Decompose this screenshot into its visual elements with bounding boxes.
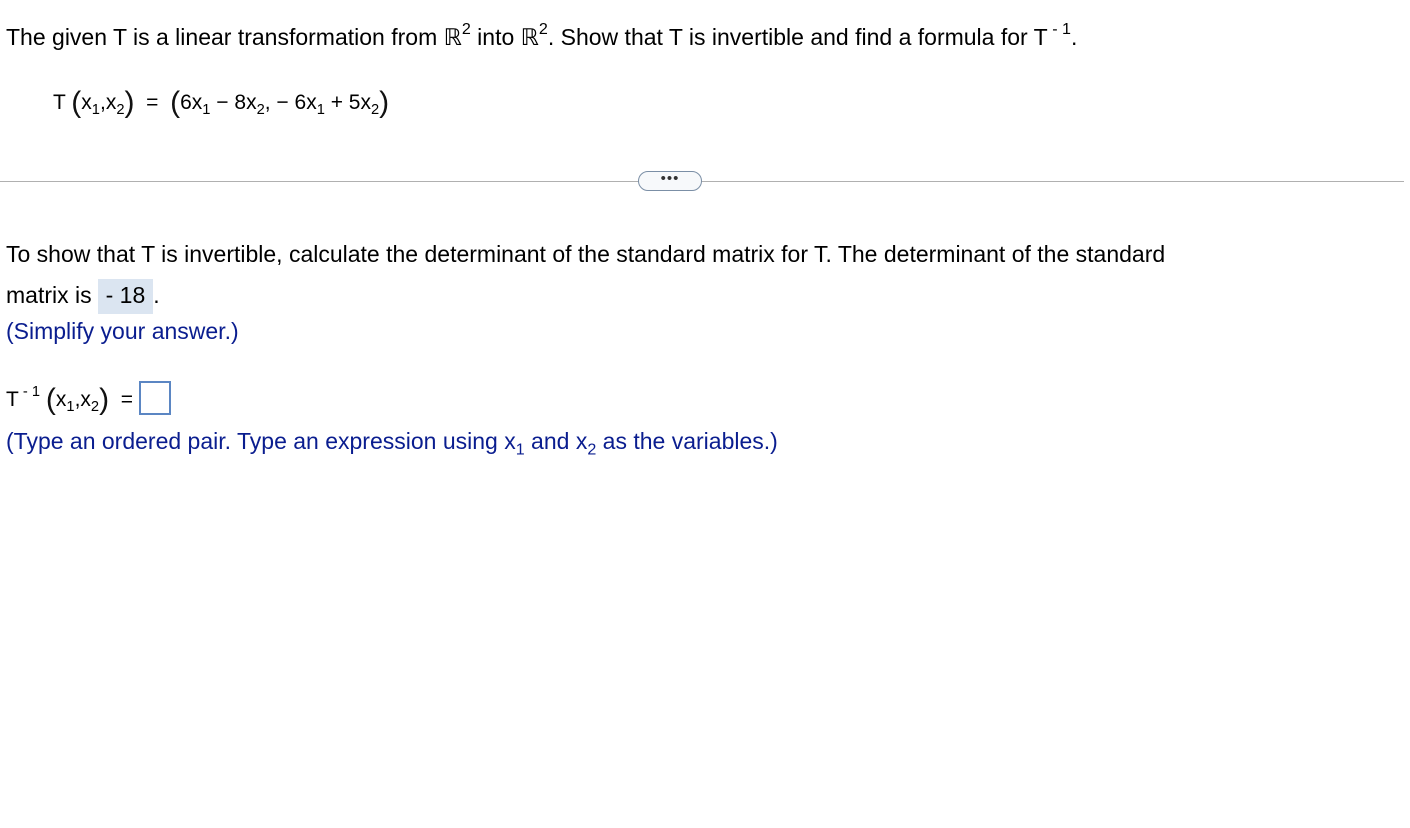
open-paren: ( <box>45 383 56 416</box>
simplify-hint: (Simplify your answer.) <box>6 318 239 344</box>
question-into: into <box>470 24 521 50</box>
hint-text: and x <box>524 428 588 454</box>
x1-var: x <box>81 91 92 114</box>
comma: , <box>99 91 106 114</box>
explain-line-2 <box>6 279 160 314</box>
x1-var: x <box>55 388 67 411</box>
ordered-pair-hint <box>6 428 778 459</box>
reals-symbol: ℝ <box>520 24 539 50</box>
equals-sign: = <box>146 91 159 114</box>
close-paren: ) <box>124 86 135 119</box>
term: 6x <box>180 91 203 114</box>
question-end: . <box>1070 24 1078 50</box>
formula-T: T <box>6 388 19 411</box>
term: − 8x <box>210 91 257 114</box>
exponent: 2 <box>461 20 471 39</box>
exponent: 2 <box>538 20 548 39</box>
close-paren: ) <box>99 383 110 416</box>
sub: 2 <box>116 102 125 119</box>
question-part-2: . Show that T is invertible and find a formula for T <box>547 24 1048 50</box>
sub: 1 <box>66 399 75 416</box>
sub: 1 <box>91 102 100 119</box>
inverse-formula <box>6 381 171 417</box>
question-text <box>6 20 1078 51</box>
divider-line <box>0 181 1404 182</box>
open-paren: ( <box>170 86 181 119</box>
question-part-1: The given T is a linear transformation from <box>6 24 444 50</box>
formula-T: T <box>53 91 66 114</box>
reals-symbol: ℝ <box>443 24 462 50</box>
inverse-exponent: - 1 <box>18 384 41 400</box>
ellipsis-icon: ••• <box>660 169 680 187</box>
term: + 5x <box>324 91 371 114</box>
sub: 2 <box>587 440 597 459</box>
x2-var: x <box>105 91 117 114</box>
hint-text: as the variables.) <box>596 428 778 454</box>
inverse-exponent: - 1 <box>1047 20 1071 39</box>
period: . <box>153 282 160 308</box>
explain-text: matrix is <box>6 282 92 308</box>
sub: 2 <box>256 102 265 119</box>
sub: 2 <box>371 102 380 119</box>
hint-text: (Type an ordered pair. Type an expression using x <box>6 428 516 454</box>
explain-line-1: To show that T is invertible, calculate the determinant of the standard matrix for T. The determinant of the standard <box>6 241 1166 267</box>
sub: 1 <box>515 440 525 459</box>
transformation-formula <box>53 86 389 120</box>
close-paren: ) <box>379 86 390 119</box>
sub: 2 <box>90 399 100 416</box>
inverse-answer-input[interactable] <box>139 381 171 415</box>
equals-sign: = <box>120 388 134 411</box>
determinant-answer[interactable]: - 18 <box>98 279 154 314</box>
x2-var: x <box>80 388 91 411</box>
term: , − 6x <box>264 91 317 114</box>
more-button[interactable] <box>638 171 702 191</box>
sub: 1 <box>202 102 211 119</box>
sub: 1 <box>316 102 325 119</box>
open-paren: ( <box>71 86 82 119</box>
comma: , <box>74 388 81 411</box>
